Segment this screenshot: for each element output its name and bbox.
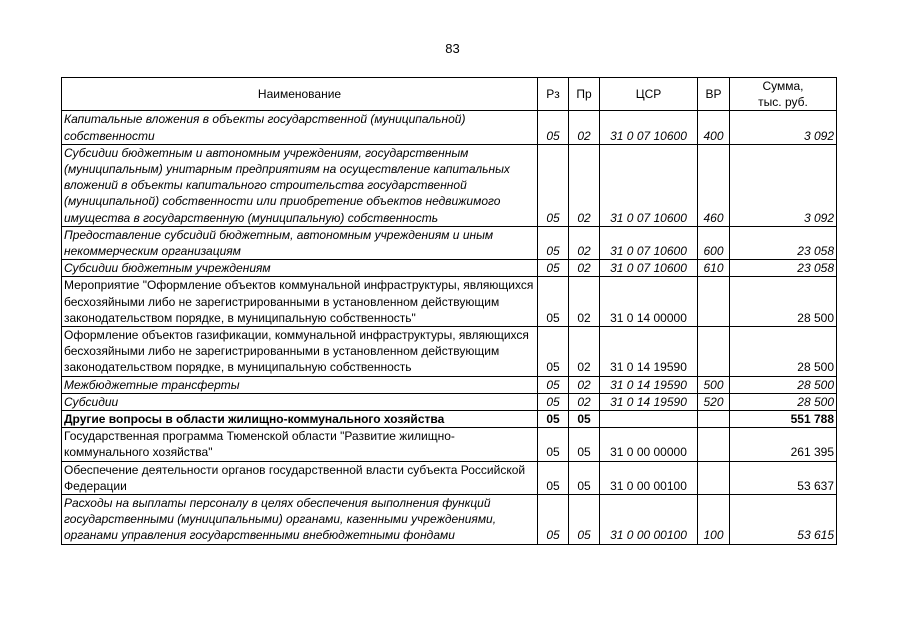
cell-sum: 28 500	[730, 277, 837, 327]
table-row	[62, 461, 837, 494]
header-pr: Пр	[569, 78, 600, 111]
cell-pr: 02	[569, 260, 600, 277]
cell-rz: 05	[538, 411, 569, 428]
cell-sum: 23 058	[730, 260, 837, 277]
cell-sum: 28 500	[730, 327, 837, 377]
table-row	[62, 376, 837, 393]
cell-sum: 28 500	[730, 376, 837, 393]
cell-sum: 3 092	[730, 144, 837, 226]
cell-csr: 31 0 14 00000	[600, 277, 698, 327]
cell-rz: 05	[538, 393, 569, 410]
header-name: Наименование	[62, 78, 538, 111]
table-row	[62, 327, 837, 377]
cell-csr: 31 0 00 00100	[600, 461, 698, 494]
cell-pr: 02	[569, 327, 600, 377]
cell-vr: 460	[698, 144, 730, 226]
cell-sum: 551 788	[730, 411, 837, 428]
table-row	[62, 111, 837, 144]
header-rz: Рз	[538, 78, 569, 111]
cell-rz: 05	[538, 277, 569, 327]
cell-name: Субсидии бюджетным и автономным учреждениям, государственным (муниципальным) унитарным предприятиям на осуществление капитальных вложений в объекты капитального строительства государственной (муниципальной) собственности или приобретение объектов недвижимого имущества в государственную (муниципальную) собственность	[62, 144, 538, 226]
cell-pr: 05	[569, 411, 600, 428]
cell-pr: 02	[569, 111, 600, 144]
table-row	[62, 144, 837, 226]
cell-name: Капитальные вложения в объекты государственной (муниципальной) собственности	[62, 111, 538, 144]
cell-rz: 05	[538, 327, 569, 377]
cell-rz: 05	[538, 461, 569, 494]
table-row	[62, 411, 837, 428]
cell-vr: 100	[698, 495, 730, 545]
cell-csr	[600, 411, 698, 428]
cell-csr: 31 0 14 19590	[600, 376, 698, 393]
table-row	[62, 393, 837, 410]
cell-pr: 02	[569, 226, 600, 259]
table-body	[62, 111, 837, 544]
cell-sum: 261 395	[730, 428, 837, 461]
cell-rz: 05	[538, 428, 569, 461]
table-header-row	[62, 78, 837, 111]
cell-csr: 31 0 07 10600	[600, 260, 698, 277]
cell-rz: 05	[538, 111, 569, 144]
cell-name: Субсидии	[62, 393, 538, 410]
cell-name: Субсидии бюджетным учреждениям	[62, 260, 538, 277]
cell-vr	[698, 411, 730, 428]
cell-csr: 31 0 07 10600	[600, 144, 698, 226]
cell-pr: 05	[569, 428, 600, 461]
cell-vr: 520	[698, 393, 730, 410]
table-row	[62, 495, 837, 545]
cell-name: Предоставление субсидий бюджетным, автономным учреждениям и иным некоммерческим организациям	[62, 226, 538, 259]
cell-name: Оформление объектов газификации, коммунальной инфраструктуры, являющихся бесхозяйными либо не зарегистрированными в установленном действующим законодательством порядке, в муниципальную собственность	[62, 327, 538, 377]
cell-vr: 600	[698, 226, 730, 259]
cell-vr: 400	[698, 111, 730, 144]
cell-sum: 23 058	[730, 226, 837, 259]
cell-pr: 02	[569, 277, 600, 327]
cell-name: Межбюджетные трансферты	[62, 376, 538, 393]
cell-pr: 02	[569, 144, 600, 226]
cell-pr: 02	[569, 393, 600, 410]
cell-csr: 31 0 07 10600	[600, 226, 698, 259]
cell-vr	[698, 428, 730, 461]
cell-name: Обеспечение деятельности органов государственной власти субъекта Российской Федерации	[62, 461, 538, 494]
cell-pr: 02	[569, 376, 600, 393]
cell-csr: 31 0 07 10600	[600, 111, 698, 144]
cell-name: Расходы на выплаты персоналу в целях обеспечения выполнения функций государственными (муниципальными) органами, казенными учреждениями, органами управления государственными внебюджетными фондами	[62, 495, 538, 545]
cell-csr: 31 0 14 19590	[600, 393, 698, 410]
table-row	[62, 277, 837, 327]
table-row	[62, 226, 837, 259]
header-sum-line1: Сумма,	[762, 79, 804, 93]
cell-rz: 05	[538, 226, 569, 259]
cell-csr: 31 0 00 00000	[600, 428, 698, 461]
cell-name: Другие вопросы в области жилищно-коммунального хозяйства	[62, 411, 538, 428]
header-sum-line2: тыс. руб.	[758, 95, 808, 110]
table-row	[62, 260, 837, 277]
cell-name: Государственная программа Тюменской области "Развитие жилищно-коммунального хозяйства"	[62, 428, 538, 461]
cell-vr: 610	[698, 260, 730, 277]
cell-sum: 53 615	[730, 495, 837, 545]
budget-table	[61, 77, 837, 545]
cell-vr: 500	[698, 376, 730, 393]
cell-rz: 05	[538, 260, 569, 277]
cell-pr: 05	[569, 495, 600, 545]
header-sum	[730, 78, 837, 111]
cell-vr	[698, 327, 730, 377]
cell-sum: 3 092	[730, 111, 837, 144]
cell-pr: 05	[569, 461, 600, 494]
cell-rz: 05	[538, 144, 569, 226]
cell-name: Мероприятие "Оформление объектов коммунальной инфраструктуры, являющихся бесхозяйными либо не зарегистрированными в установленном действующим законодательством порядке, в муниципальную собственность"	[62, 277, 538, 327]
table-row	[62, 428, 837, 461]
header-vr: ВР	[698, 78, 730, 111]
header-csr: ЦСР	[600, 78, 698, 111]
cell-sum: 28 500	[730, 393, 837, 410]
cell-vr	[698, 277, 730, 327]
cell-csr: 31 0 00 00100	[600, 495, 698, 545]
cell-rz: 05	[538, 376, 569, 393]
cell-sum: 53 637	[730, 461, 837, 494]
cell-csr: 31 0 14 19590	[600, 327, 698, 377]
cell-vr	[698, 461, 730, 494]
cell-rz: 05	[538, 495, 569, 545]
page-number: 83	[445, 41, 460, 56]
